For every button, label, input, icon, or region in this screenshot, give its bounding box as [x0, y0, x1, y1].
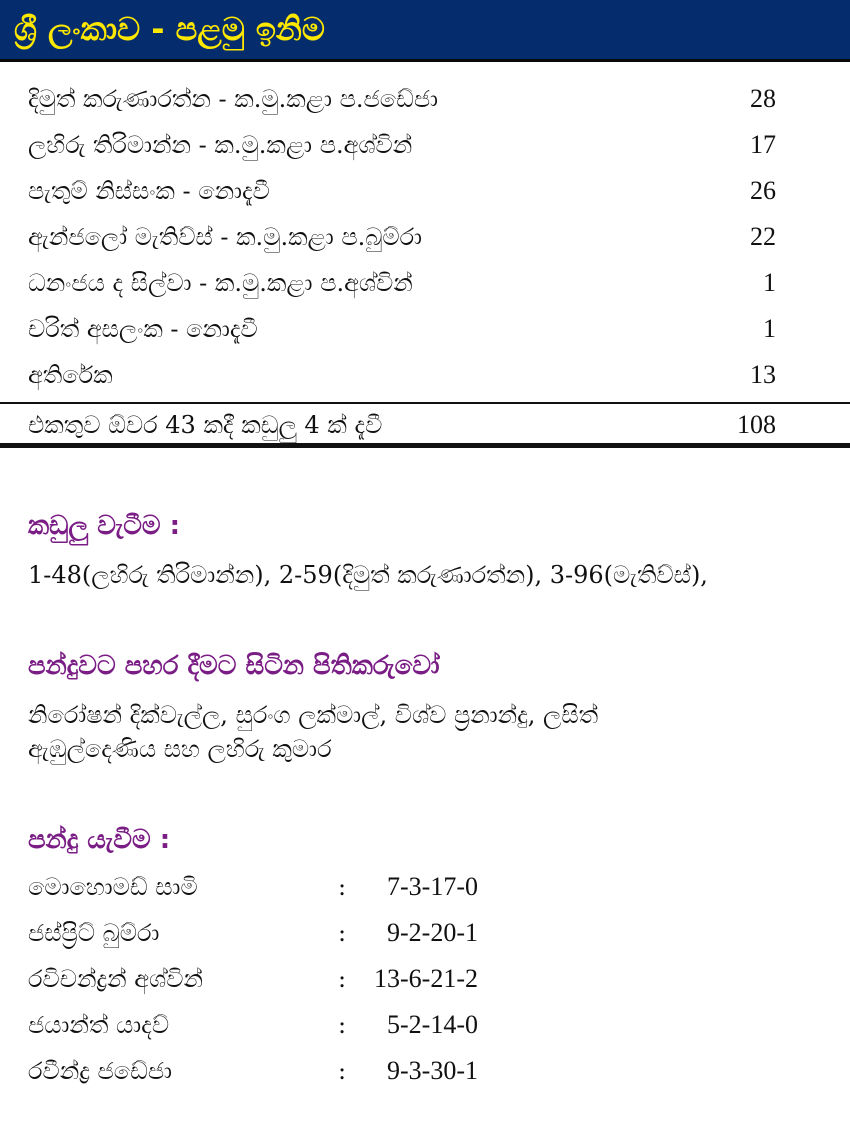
bowler-name: ජයාන්ත් යාදව් [28, 1011, 170, 1039]
bowler-separator: : [338, 873, 347, 901]
batting-row [0, 168, 850, 214]
fall-of-wickets-text: 1-48(ලහිරු තිරිමාන්න), 2-59(දිමුත් කරුණාරත්න), 3-96(මැතිව්ස්), [28, 561, 708, 589]
batsman-name: පැතුම් නිස්සංක - නොදැවී [28, 177, 270, 205]
yet-to-bat-heading: පන්දුවට පහර දීමට සිටින පිතිකරුවෝ [28, 651, 440, 681]
batsman-runs: 1 [763, 268, 776, 297]
batsman-name: ධනංජය ද සිල්වා - ක.මු.කළා ප.අශ්වින් [28, 269, 413, 297]
bowler-figures: 13-6-21-2 [374, 964, 478, 993]
batting-row [0, 214, 850, 260]
batsman-runs: 17 [750, 130, 776, 159]
batsman-name: ඇන්ජලෝ මැතිව්ස් - ක.මු.කළා ප.බුම්රා [28, 223, 423, 251]
bowler-separator: : [338, 1011, 347, 1039]
batsman-name: ලහිරු තිරිමාන්න - ක.මු.කළා ප.අශ්වින් [28, 131, 413, 159]
batsman-name: චරිත් අසලංක - නොදැවී [28, 315, 258, 343]
extras-row [0, 352, 850, 398]
batting-row [0, 122, 850, 168]
bowler-figures: 7-3-17-0 [387, 872, 478, 901]
bowler-separator: : [338, 1057, 347, 1085]
bowler-separator: : [338, 965, 347, 993]
fall-of-wickets-heading: කඩුලු වැටීම : [28, 511, 181, 541]
batting-row [0, 76, 850, 122]
bowler-separator: : [338, 919, 347, 947]
bowler-name: ජස්ප්‍රිට් බුම්රා [28, 919, 160, 947]
batting-row [0, 260, 850, 306]
total-row [0, 402, 850, 448]
batsman-name: දිමුත් කරුණාරත්න - ක.මු.කළා ප.ජඩේජා [28, 85, 438, 113]
bowler-name: මොහොමඩ් සාමි [28, 873, 198, 901]
bowler-name: රවීන්ද්‍ර ජඩේජා [28, 1057, 173, 1085]
bowler-figures: 9-2-20-1 [387, 918, 478, 947]
yet-to-bat-line-2: ඇඹුල්දෙණිය සහ ලහිරු කුමාර [28, 735, 332, 763]
batting-row [0, 306, 850, 352]
total-value: 108 [737, 410, 776, 439]
total-label: එකතුව ඕවර 43 කදී කඩුලු 4 ක් දැවී [28, 411, 383, 439]
page-title: ශ්‍රී ලංකාව - පළමු ඉනිම [14, 10, 325, 48]
batsman-runs: 1 [763, 314, 776, 343]
bowler-figures: 5-2-14-0 [387, 1010, 478, 1039]
bowling-heading: පන්දු යැවීම : [28, 825, 171, 855]
extras-label: අතිරේක [28, 361, 113, 389]
yet-to-bat-line-1: නිරෝෂන් දික්වැල්ල, සුරංග ලක්මාල්, විශ්ව ප්‍රනාන්දු, ලසිත් [28, 701, 599, 729]
batsman-runs: 28 [750, 84, 776, 113]
bowler-figures: 9-3-30-1 [387, 1056, 478, 1085]
extras-runs: 13 [750, 360, 776, 389]
batsman-runs: 22 [750, 222, 776, 251]
bowler-name: රවිචන්ද්‍රන් අශ්වින් [28, 965, 203, 993]
batsman-runs: 26 [750, 176, 776, 205]
header-bar [0, 0, 850, 62]
